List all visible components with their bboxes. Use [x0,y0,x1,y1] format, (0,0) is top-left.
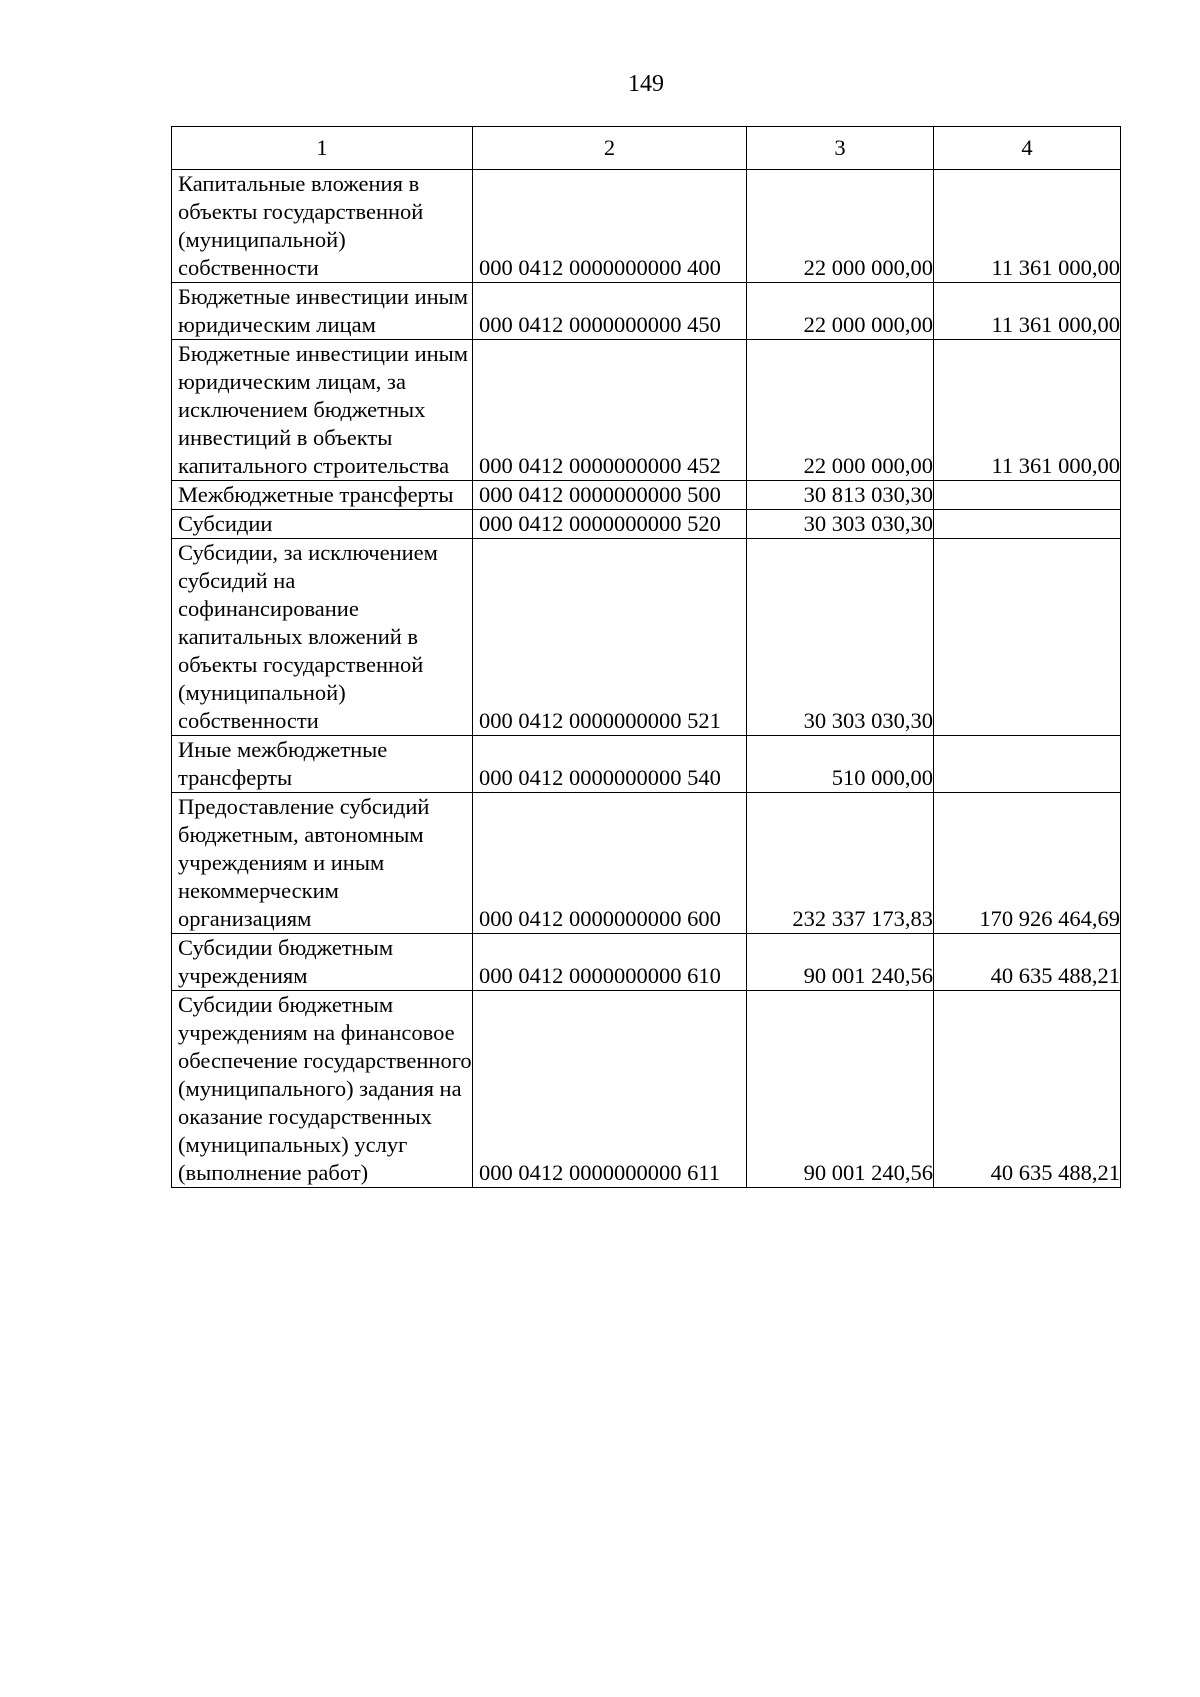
row-code: 000 0412 0000000000 540 [473,736,747,793]
row-name: Иные межбюджетные трансферты [172,736,473,793]
row-amount-1: 510 000,00 [747,736,934,793]
row-amount-2: 40 635 488,21 [934,991,1121,1188]
row-code: 000 0412 0000000000 610 [473,934,747,991]
row-amount-2 [934,736,1121,793]
table-row [172,170,1121,283]
table-row [172,736,1121,793]
row-code: 000 0412 0000000000 611 [473,991,747,1188]
row-name: Бюджетные инвестиции иным юридическим лицам, за исключением бюджетных инвестиций в объекты капитального строительства [172,340,473,481]
budget-table [171,126,1121,1188]
row-amount-2 [934,510,1121,539]
row-amount-1: 22 000 000,00 [747,340,934,481]
row-amount-1: 232 337 173,83 [747,793,934,934]
row-name: Межбюджетные трансферты [172,481,473,510]
row-code: 000 0412 0000000000 600 [473,793,747,934]
table-row [172,340,1121,481]
row-code: 000 0412 0000000000 452 [473,340,747,481]
row-name: Предоставление субсидий бюджетным, автономным учреждениям и иным некоммерческим организациям [172,793,473,934]
row-name: Капитальные вложения в объекты государственной (муниципальной) собственности [172,170,473,283]
column-header-4: 4 [934,127,1121,170]
row-code: 000 0412 0000000000 400 [473,170,747,283]
row-amount-2: 40 635 488,21 [934,934,1121,991]
table-row [172,934,1121,991]
row-amount-2: 11 361 000,00 [934,340,1121,481]
row-amount-2 [934,539,1121,736]
row-amount-2: 11 361 000,00 [934,283,1121,340]
row-amount-1: 30 303 030,30 [747,510,934,539]
row-amount-1: 90 001 240,56 [747,934,934,991]
row-amount-1: 90 001 240,56 [747,991,934,1188]
row-name: Субсидии бюджетным учреждениям [172,934,473,991]
table-row [172,510,1121,539]
row-name: Субсидии [172,510,473,539]
column-header-1: 1 [172,127,473,170]
column-header-2: 2 [473,127,747,170]
row-code: 000 0412 0000000000 450 [473,283,747,340]
table-row [172,283,1121,340]
row-amount-1: 22 000 000,00 [747,283,934,340]
row-name: Бюджетные инвестиции иным юридическим лицам [172,283,473,340]
row-amount-2: 11 361 000,00 [934,170,1121,283]
table-row [172,793,1121,934]
row-code: 000 0412 0000000000 500 [473,481,747,510]
row-name: Субсидии бюджетным учреждениям на финансовое обеспечение государственного (муниципального) задания на оказание государственных (муниципальных) услуг (выполнение работ) [172,991,473,1188]
column-header-3: 3 [747,127,934,170]
row-amount-2 [934,481,1121,510]
row-name: Субсидии, за исключением субсидий на софинансирование капитальных вложений в объекты государственной (муниципальной) собственности [172,539,473,736]
row-code: 000 0412 0000000000 520 [473,510,747,539]
row-amount-1: 30 813 030,30 [747,481,934,510]
table-row [172,481,1121,510]
table-row [172,539,1121,736]
table-header-row [172,127,1121,170]
page-number: 149 [628,71,664,97]
row-amount-1: 22 000 000,00 [747,170,934,283]
table-row [172,991,1121,1188]
row-amount-1: 30 303 030,30 [747,539,934,736]
row-amount-2: 170 926 464,69 [934,793,1121,934]
row-code: 000 0412 0000000000 521 [473,539,747,736]
